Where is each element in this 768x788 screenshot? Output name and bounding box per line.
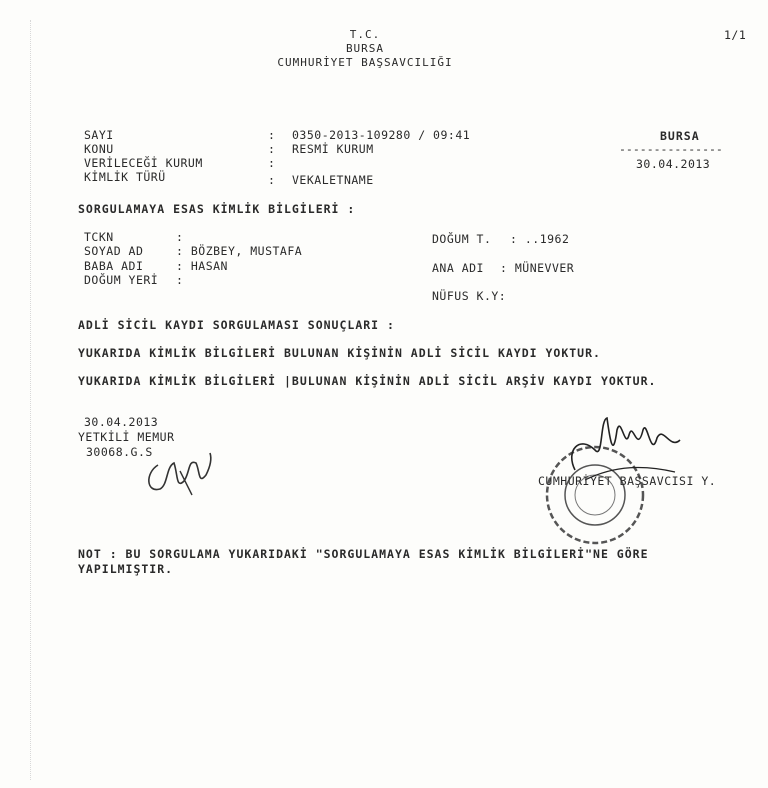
kimlik-turu-colon: : [268, 173, 276, 187]
dogum-yeri-value: : [176, 273, 184, 287]
baba-value: : HASAN [176, 259, 228, 273]
header-tc: T.C. [349, 28, 381, 41]
kurum-label: VERİLECEĞİ KURUM [84, 156, 203, 170]
tckn-label: TCKN [84, 230, 114, 244]
signoff-officer: YETKİLİ MEMUR [78, 430, 175, 444]
baba-label: BABA ADI [84, 259, 144, 273]
scan-margin-dots [30, 20, 32, 780]
page-number: 1/1 [724, 28, 747, 42]
konu-label: KONU [84, 142, 114, 156]
sayi-colon: : [268, 128, 276, 142]
dogum-t-value: : ..1962 [510, 232, 570, 246]
signoff-code: 30068.G.S [86, 445, 153, 459]
nufus-label: NÜFUS K.Y: [432, 289, 507, 303]
signoff-date: 30.04.2013 [84, 415, 159, 429]
dogum-yeri-label: DOĞUM YERİ [84, 273, 159, 287]
top-right-date: 30.04.2013 [636, 157, 711, 171]
top-right-city: BURSA [660, 129, 700, 143]
soyad-label: SOYAD AD [84, 244, 144, 258]
results-line-1: YUKARIDA KİMLİK BİLGİLERİ BULUNAN KİŞİNİN ADLİ SİCİL KAYDI YOKTUR. [78, 346, 601, 360]
konu-colon: : [268, 142, 276, 156]
kurum-colon: : [268, 156, 276, 170]
konu-value: RESMİ KURUM [292, 142, 374, 156]
results-line-2: YUKARIDA KİMLİK BİLGİLERİ |BULUNAN KİŞİNİN ADLİ SİCİL ARŞİV KAYDI YOKTUR. [78, 374, 657, 388]
identity-section-title: SORGULAMAYA ESAS KİMLİK BİLGİLERİ : [78, 202, 356, 216]
note-line-2: YAPILMIŞTIR. [78, 562, 174, 576]
ana-adi-label: ANA ADI [432, 261, 484, 275]
header-city: BURSA [345, 42, 385, 55]
kimlik-turu-label: KİMLİK TÜRÜ [84, 170, 166, 184]
header-office: CUMHURİYET BAŞSAVCILIĞI [277, 56, 453, 69]
ana-adi-value: : MÜNEVVER [500, 261, 575, 275]
sayi-label: SAYI [84, 128, 114, 142]
soyad-value: : BÖZBEY, MUSTAFA [176, 244, 303, 258]
kimlik-turu-value: VEKALETNAME [292, 173, 374, 187]
prosecutor-title: CUMHURİYET BAŞSAVCISI Y. [538, 474, 717, 488]
tckn-value: : [176, 230, 184, 244]
sayi-value: 0350-2013-109280 / 09:41 [292, 128, 471, 142]
top-right-dashes: --------------- [619, 142, 723, 156]
officer-signature [140, 445, 220, 500]
dogum-t-label: DOĞUM T. [432, 232, 492, 246]
note-line-1: NOT : BU SORGULAMA YUKARIDAKİ "SORGULAMAYA ESAS KİMLİK BİLGİLERİ"NE GÖRE [78, 547, 649, 561]
results-title: ADLİ SİCİL KAYDI SORGULAMASI SONUÇLARI : [78, 318, 395, 332]
